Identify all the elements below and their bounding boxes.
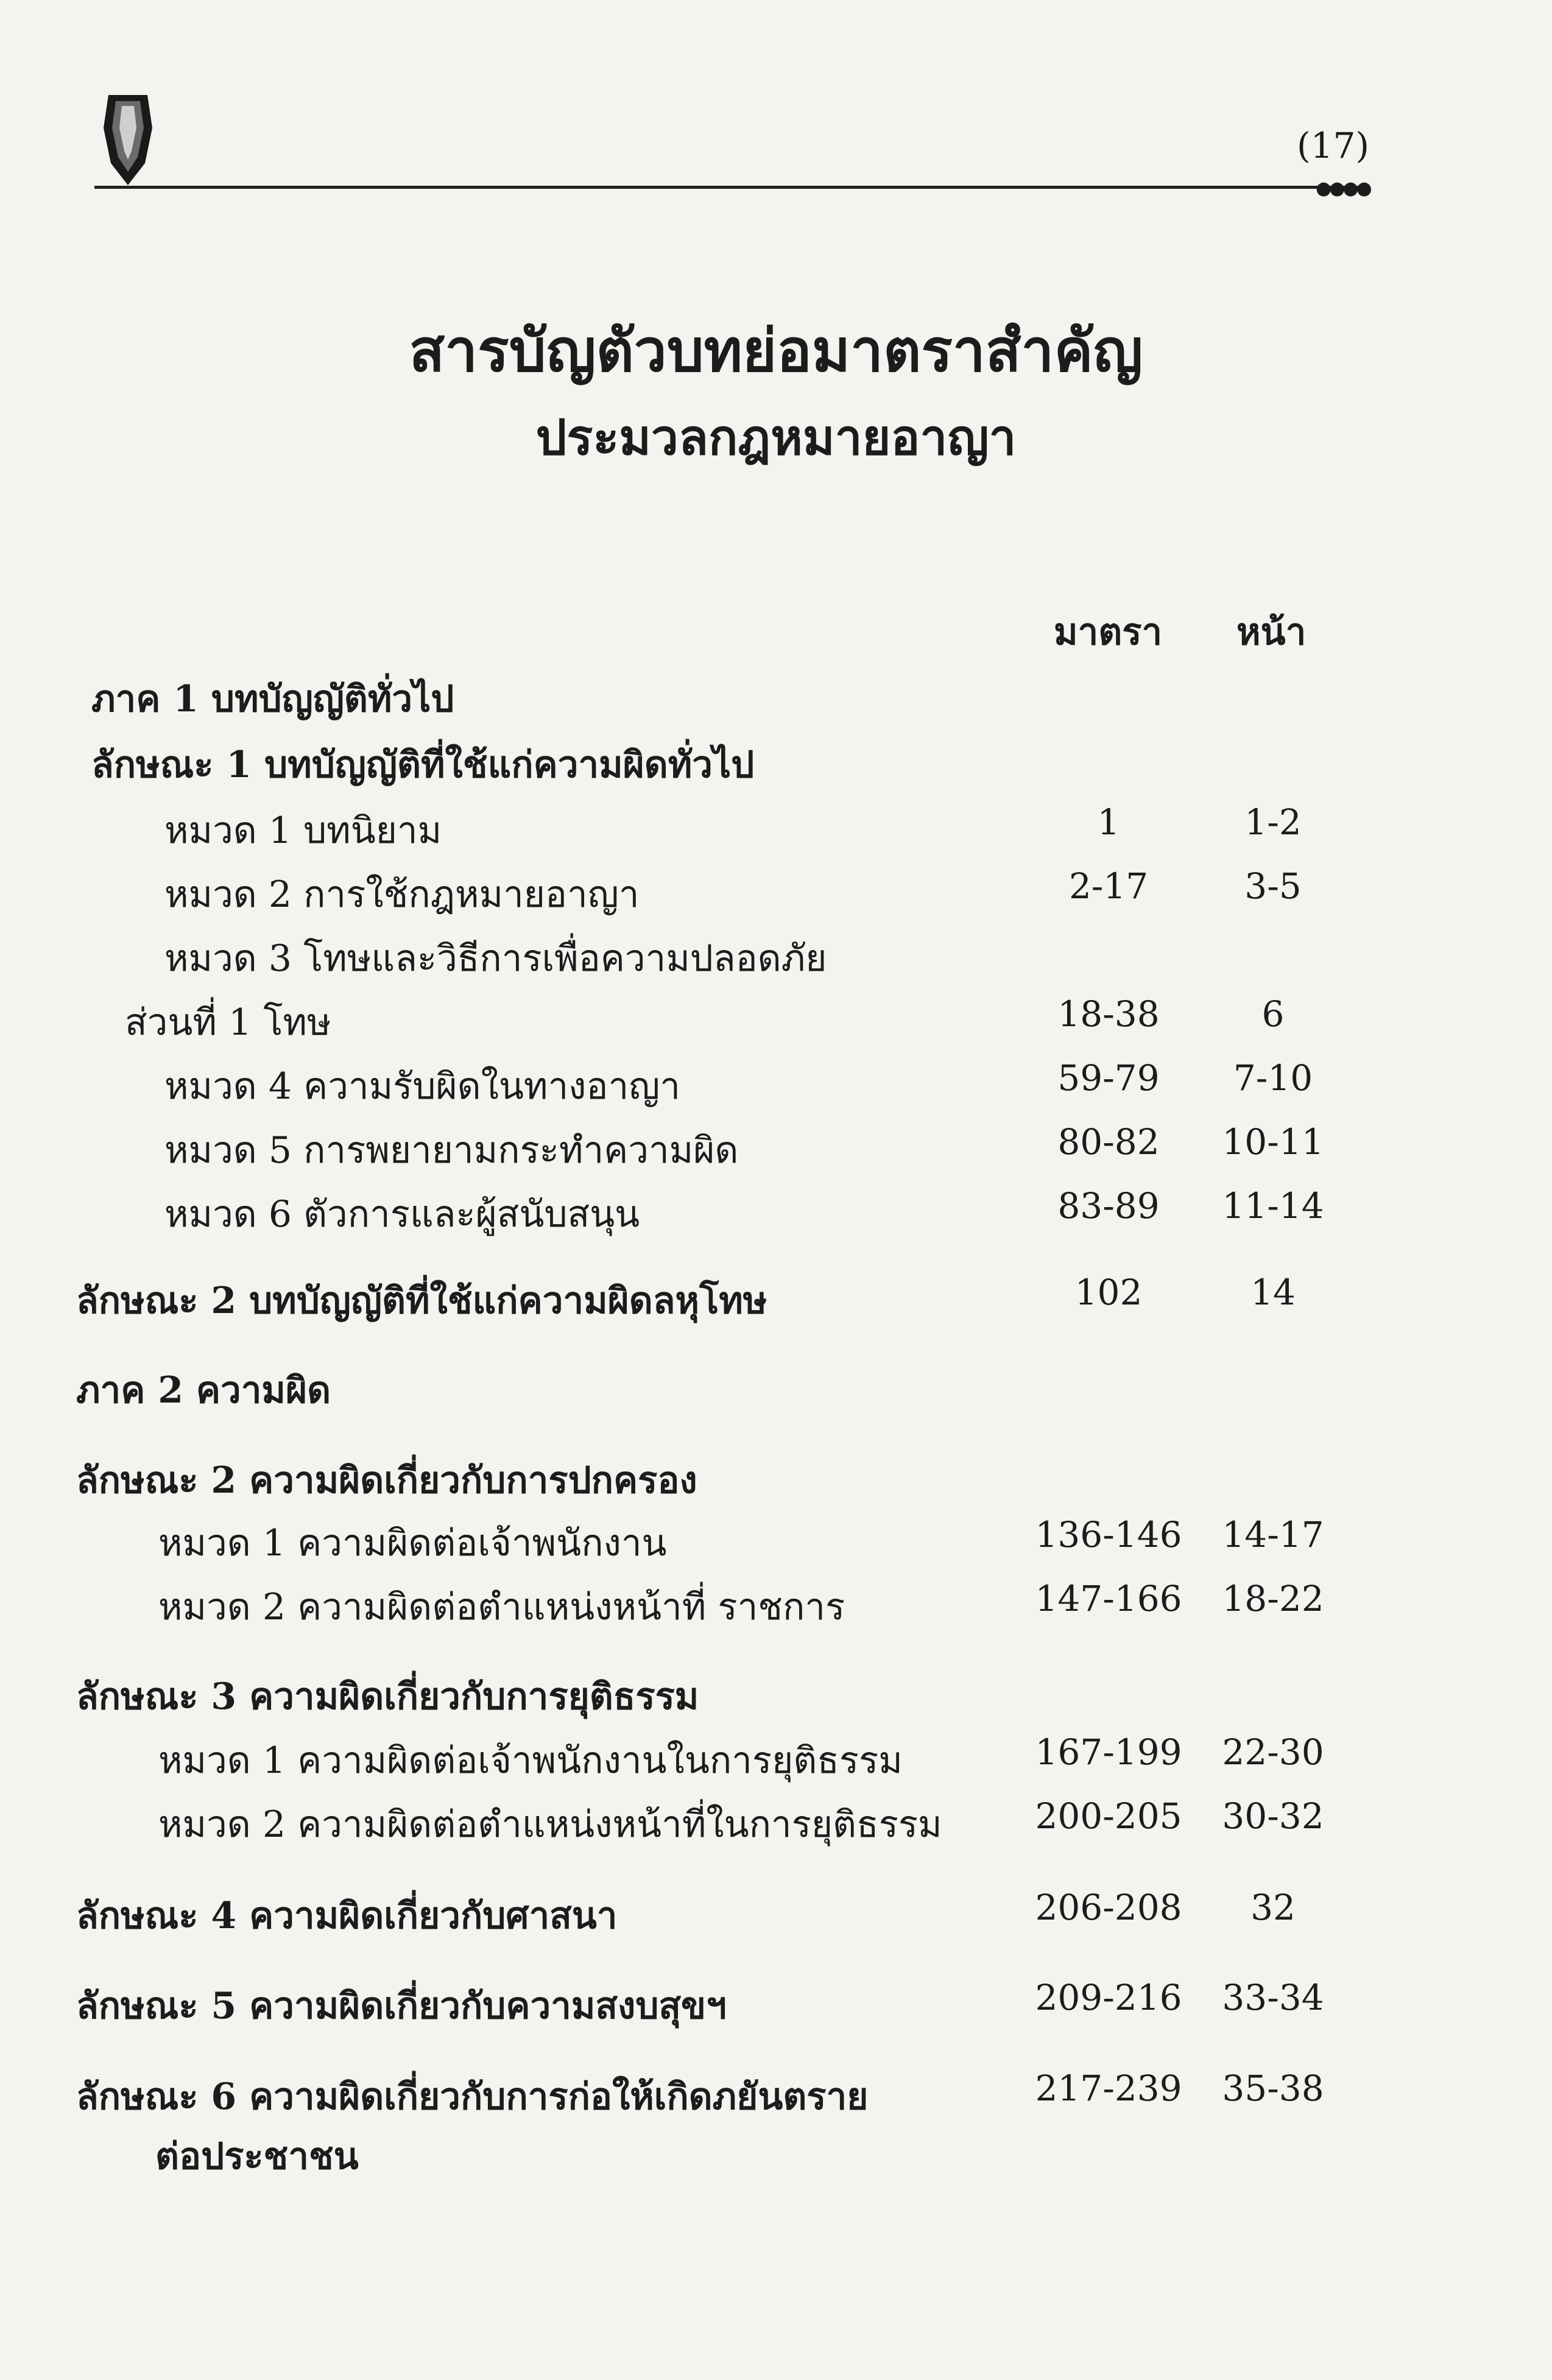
toc-section: 2-17: [1068, 865, 1149, 907]
toc-row: [0, 1731, 1552, 1780]
toc-label: ลักษณะ 2 ความผิดเกี่ยวกับการปกครอง: [76, 1459, 697, 1502]
page-number: (17): [1296, 125, 1369, 166]
toc-row: [0, 929, 1552, 978]
toc-label: หมวด 2 การใช้กฎหมายอาญา: [164, 873, 640, 916]
column-header-page: หน้า: [1236, 611, 1307, 653]
toc-section: 200-205: [1035, 1795, 1182, 1837]
toc-section: 102: [1074, 1272, 1143, 1313]
toc-row: [0, 1361, 1552, 1410]
toc-page: 33-34: [1222, 1977, 1324, 2018]
toc-page: 22-30: [1222, 1731, 1324, 1773]
toc-page: 11-14: [1222, 1185, 1324, 1227]
toc-row: [0, 1057, 1552, 1106]
toc-row: [0, 993, 1552, 1042]
toc-row: [0, 1887, 1552, 1935]
toc-row: [0, 1977, 1552, 2026]
toc-label: หมวด 4 ความรับผิดในทางอาญา: [164, 1065, 680, 1108]
toc-label: ส่วนที่ 1 โทษ: [125, 1001, 331, 1044]
toc-row: [0, 1185, 1552, 1234]
toc-page: 14: [1250, 1272, 1296, 1313]
header-rule: [94, 186, 1364, 189]
toc-label: หมวด 6 ตัวการและผู้สนับสนุน: [164, 1193, 640, 1236]
toc-page: 35-38: [1222, 2068, 1324, 2109]
column-header-section: มาตรา: [1054, 611, 1163, 653]
toc-row: [0, 670, 1552, 719]
toc-label: หมวด 1 ความผิดต่อเจ้าพนักงาน: [158, 1522, 667, 1565]
toc-label: ลักษณะ 2 บทบัญญัติที่ใช้แก่ความผิดลหุโทษ: [76, 1280, 767, 1322]
toc-label: หมวด 5 การพยายามกระทำความผิด: [164, 1129, 739, 1172]
toc-label: หมวด 2 ความผิดต่อตำแหน่งหน้าที่ในการยุติธรรม: [158, 1803, 942, 1846]
toc-page: 6: [1261, 993, 1285, 1035]
toc-section: 147-166: [1035, 1578, 1182, 1619]
toc-page: 7-10: [1233, 1057, 1313, 1099]
toc-label: ลักษณะ 3 ความผิดเกี่ยวกับการยุติธรรม: [76, 1675, 699, 1718]
toc-section: 217-239: [1035, 2068, 1182, 2109]
toc-section: 136-146: [1035, 1514, 1182, 1555]
toc-page: 14-17: [1222, 1514, 1324, 1555]
toc-section: 206-208: [1035, 1887, 1182, 1928]
toc-page: 3-5: [1244, 865, 1302, 907]
toc-label: หมวด 1 บทนิยาม: [164, 809, 442, 852]
crest-icon: [91, 91, 164, 189]
toc-page: 10-11: [1222, 1121, 1324, 1163]
toc-section: 167-199: [1035, 1731, 1182, 1773]
toc-row: [0, 736, 1552, 784]
toc-label: หมวด 2 ความผิดต่อตำแหน่งหน้าที่ ราชการ: [158, 1586, 845, 1628]
toc-row: [0, 1667, 1552, 1716]
toc-label: หมวด 1 ความผิดต่อเจ้าพนักงานในการยุติธรรม: [158, 1739, 903, 1782]
toc-label: ลักษณะ 4 ความผิดเกี่ยวกับศาสนา: [76, 1895, 618, 1937]
toc-section: 80-82: [1057, 1121, 1160, 1163]
header-rule-ornament: ●●●●: [1316, 178, 1370, 199]
toc-page: 32: [1250, 1887, 1296, 1928]
toc-label: หมวด 3 โทษและวิธีการเพื่อความปลอดภัย: [164, 937, 827, 980]
toc-row: [0, 1578, 1552, 1627]
toc-label: ลักษณะ 1 บทบัญญัติที่ใช้แก่ความผิดทั่วไป: [91, 744, 755, 786]
page-subtitle: ประมวลกฎหมายอาญา: [535, 409, 1017, 466]
toc-row: [0, 1121, 1552, 1170]
toc-section: 83-89: [1057, 1185, 1160, 1227]
toc-row: [0, 1514, 1552, 1563]
toc-row: [0, 1795, 1552, 1844]
toc-section: 209-216: [1035, 1977, 1182, 2018]
toc-label: ต่อประชาชน: [155, 2135, 359, 2178]
toc-row: [0, 1272, 1552, 1320]
toc-row: [0, 1451, 1552, 1500]
toc-row: [0, 865, 1552, 914]
toc-label: ลักษณะ 5 ความผิดเกี่ยวกับความสงบสุขฯ: [76, 1985, 727, 2027]
toc-page: 18-22: [1222, 1578, 1324, 1619]
toc-section: 18-38: [1057, 993, 1160, 1035]
toc-label: ภาค 1 บทบัญญัติทั่วไป: [91, 678, 454, 720]
toc-section: 1: [1097, 801, 1120, 843]
toc-section: 59-79: [1057, 1057, 1160, 1099]
toc-row: [0, 801, 1552, 850]
toc-page: 30-32: [1222, 1795, 1324, 1837]
toc-page: 1-2: [1244, 801, 1302, 843]
toc-row: [0, 2127, 1552, 2176]
toc-label: ภาค 2 ความผิด: [76, 1369, 331, 1412]
toc-row: [0, 2068, 1552, 2116]
toc-label: ลักษณะ 6 ความผิดเกี่ยวกับการก่อให้เกิดภยันตราย: [76, 2075, 869, 2118]
page-title: สารบัญตัวบทย่อมาตราสำคัญ: [409, 316, 1143, 385]
